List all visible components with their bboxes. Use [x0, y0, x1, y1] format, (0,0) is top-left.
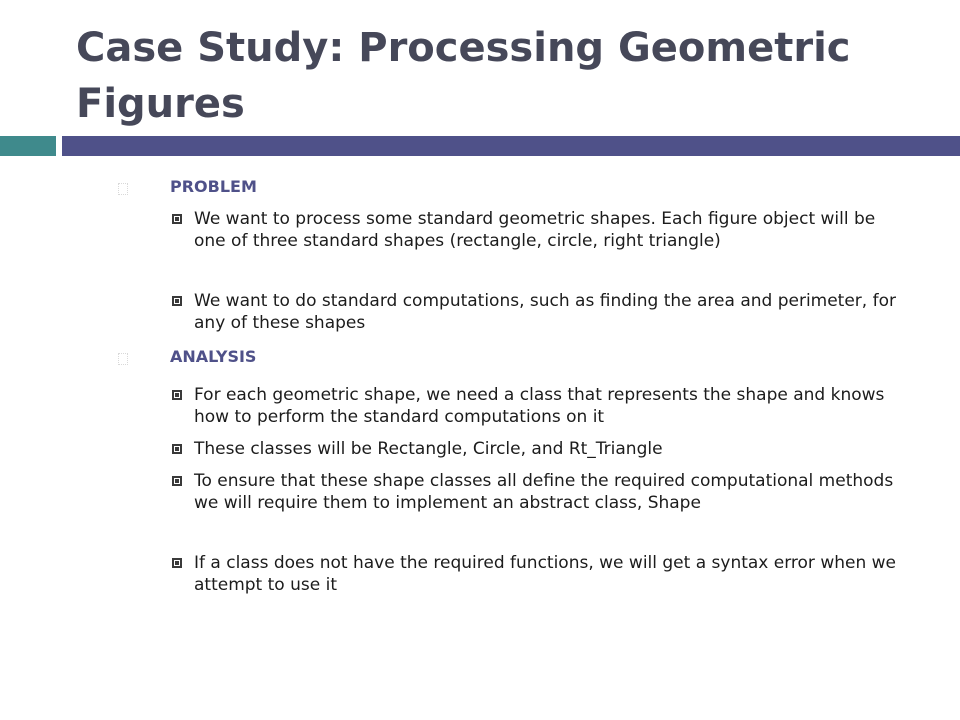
- list-item: [172, 290, 912, 334]
- bullet-text: These classes will be Rectangle, Circle, and Rt_Triangle: [194, 439, 663, 459]
- bullet-text: To ensure that these shape classes all define the required computational methods we will require them to implement an abstract class, Shape: [194, 471, 894, 513]
- bullet-text: We want to do standard computations, such as finding the area and perimeter, for any of these shapes: [194, 291, 896, 333]
- bullet-text: We want to process some standard geometric shapes. Each figure object will be one of three standard shapes (rectangle, circle, right triangle): [194, 209, 876, 251]
- bullet-text: For each geometric shape, we need a class that represents the shape and knows how to perform the standard computations on it: [194, 385, 885, 427]
- list-item: [172, 552, 912, 596]
- section-heading-analysis: ANALYSIS: [170, 347, 257, 366]
- section-marker-icon: [118, 183, 128, 195]
- list-item: [172, 470, 912, 514]
- title-accent-bar-teal: [0, 136, 56, 156]
- square-bullet-icon: [172, 444, 182, 454]
- section-heading-problem: PROBLEM: [170, 177, 257, 196]
- square-bullet-icon: [172, 476, 182, 486]
- title-accent-bar-indigo: [62, 136, 960, 156]
- bullet-text: If a class does not have the required functions, we will get a syntax error when we attempt to use it: [194, 553, 897, 595]
- list-item: [172, 208, 912, 252]
- list-item: [172, 384, 912, 428]
- slide-title: Case Study: Processing Geometric Figures: [76, 25, 851, 127]
- square-bullet-icon: [172, 214, 182, 224]
- list-item: [172, 438, 912, 460]
- square-bullet-icon: [172, 390, 182, 400]
- square-bullet-icon: [172, 296, 182, 306]
- square-bullet-icon: [172, 558, 182, 568]
- section-marker-icon: [118, 353, 128, 365]
